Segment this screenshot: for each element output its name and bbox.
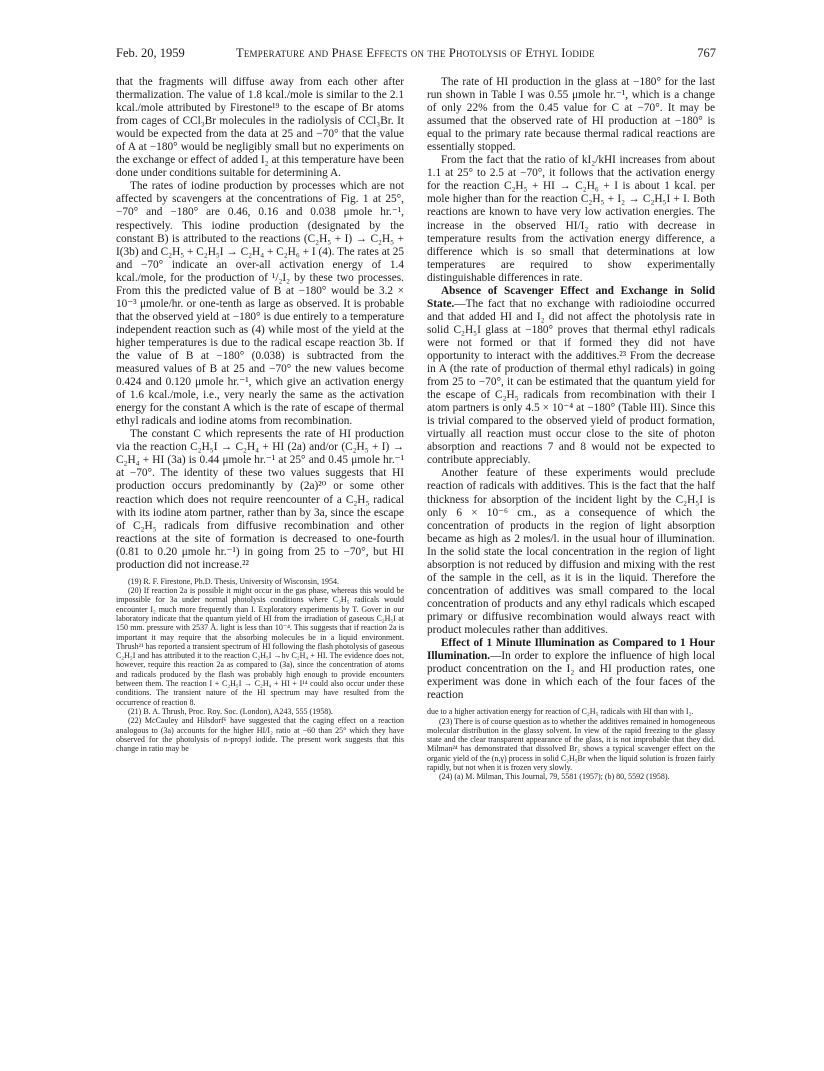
footnote: (22) McCauley and Hilsdorf⁶ have suggested that the caging effect on a reaction analogous to (3a) accounts for the higher HI/I₂ ratio at −60 than 25° which they have observed for the photolysis of n-propyl iodide. The present work suggests that this change in ratio may be bbox=[116, 716, 404, 754]
running-header bbox=[116, 46, 716, 62]
footnote: due to a higher activation energy for reaction of C₂H₅ radicals with HI than with I₂. bbox=[427, 707, 694, 717]
footnote: (19) R. F. Firestone, Ph.D. Thesis, University of Wisconsin, 1954. bbox=[128, 576, 339, 586]
section-heading: Effect of 1 Minute Illumination as Compared to 1 Hour Illumination. bbox=[427, 637, 715, 663]
paragraph: The rate of HI production in the glass at −180° for the last run shown in Table I was 0.55 μmole hr.⁻¹, which is a change of only 22% from the 0.45 value for C at −70°. It may be assumed that the observed rate of HI production at −180° is equal to the primary rate because thermal radical reactions are essentially stopped. bbox=[427, 76, 715, 154]
footnote: (20) If reaction 2a is possible it might occur in the gas phase, whereas this would be impossible for 3a under normal photolysis conditions where C₂H₅ radicals would encounter I₂ much more frequently than I. Exploratory experiments by T. Gover in our laboratory indicate that the quantum yield of HI from the irradiation of gaseous C₂H₅I at 150 mm. pressure with 2537 Å. light is less than 10⁻⁴. This suggests that if reaction 2a is important it may require that the absorbing molecules be in a liquid environment. Thrush²¹ has reported a transient spectrum of HI following the flash photolysis of gaseous C₂H₅I and has attributed it to the reaction C₂H₅I →hν C₂H₄ + HI. The evidence does not, however, require this reaction 2a as compared to (3a), since the concentration of atoms and radicals produced by the flash was probably high enough to provide encounters between them. The reaction I + C₂H₅I → C₂H₄ + HI + I¹⁴ could also occur under these conditions. The transient nature of the HI spectrum may have resulted from the occurrence of reaction 8. bbox=[116, 586, 404, 707]
section-text: —In order to explore the influence of high local product concentration on the I₂ and HI production rates, one experiment was done in which each of the four faces of the reaction bbox=[427, 650, 715, 702]
paragraph: Another feature of these experiments would preclude reaction of radicals with additives. This is the fact that the half thickness for absorption of the incident light by the C₂H₅I is only 6 × 10⁻⁶ cm., as a consequence of which the concentration of products in the region of light absorption became as high as 2 moles/l. in the usual hour of illumination. In the solid state the local concentration in the region of light absorption is not reduced by diffusion and mixing with the rest of the sample in the cell, as it is in the liquid. Therefore the concentration of additives was small compared to the local concentration of products and any ethyl radicals which escaped primary or diffusive recombination would always react with product molecules rather than additives. bbox=[427, 467, 715, 636]
header-date: Feb. 20, 1959 bbox=[116, 46, 185, 60]
paragraph: From the fact that the ratio of kI₂/kHI increases from about 1.1 at 25° to 2.5 at −70°, it follows that the activation energy for the reaction C₂H₅ + HI → C₂H₆ + I is about 1 kcal. per mole higher than for the reaction C₂H₅ + I₂ → C₂H₅I + I. Both reactions are known to have very low activation energies. The increase in the observed HI/I₂ ratio with decrease in temperature results from the activation energy difference, a difference which is so small that determinations at low temperatures are required to show experimentally distinguishable differences in rate. bbox=[427, 154, 715, 284]
footnote: (23) There is of course question as to whether the additives remained in homogeneous molecular distribution in the glassy solvent. In view of the rapid freezing to the glassy state and the clear transparent appearance of the glass, it is not improbable that they did. Milman²⁴ has demonstrated that dissolved Br₂ shows a typical scavenger effect on the organic yield of the (n,γ) process in solid C₂H₅Br when the liquid solution is frozen fairly rapidly, but not when it is frozen very slowly. bbox=[427, 716, 715, 773]
footnote: (21) B. A. Thrush, Proc. Roy. Soc. (London), A243, 555 (1958). bbox=[128, 706, 333, 716]
section-paragraph bbox=[427, 637, 715, 702]
section-heading: Absence of Scavenger Effect and Exchange in Solid State. bbox=[427, 284, 715, 310]
section-paragraph bbox=[427, 285, 715, 468]
header-title: Temperature and Phase Effects on the Photolysis of Ethyl Iodide bbox=[236, 46, 595, 60]
paragraph: that the fragments will diffuse away from each other after thermalization. The value of 1.8 kcal./mole is similar to the 2.1 kcal./mole attributed by Firestone¹⁹ to the escape of Br atoms from cages of CCl₃Br molecules in the radiolysis of CCl₃Br. It would be expected from the data at 25 and −70° that the value of A at −180° would be negligibly small but no experiments on the exchange or effect of added I₂ at this temperature have been done under conditions suitable for determining A. bbox=[116, 76, 404, 180]
paragraph: The rates of iodine production by processes which are not affected by scavengers at the concentrations of Fig. 1 at 25°, −70° and −180° are 0.46, 0.16 and 0.038 μmole hr.⁻¹, respectively. This iodine production (designated by the constant B) is attributed to the reactions (C₂H₅ + I) → C₂H₅ + I(3b) and C₂H₅ + C₂H₅I → C₂H₄ + C₂H₆ + I (4). The rates at 25 and −70° indicate an over-all activation energy of 1.4 kcal./mole, for the production of ¹/₂I₂ by these two processes. From this the predicted value of B at −180° would be 3.2 × 10⁻³ μmole/hr. or one-tenth as large as observed. It is probable that the observed yield at −180° is due entirely to a temperature independent reaction such as (4) while most of the yield at the higher temperatures is due to the radical escape reaction 3b. If the value of B at −180° (0.038) is subtracted from the measured values of B at 25 and −70° the new values become 0.424 and 0.120 μmole hr.⁻¹, which give an activation energy of 1.6 kcal./mole, i.e., very nearly the same as the activation energy for the constant A which is the rate of escape of thermal ethyl radicals and iodine atoms from recombination. bbox=[116, 180, 404, 428]
right-column bbox=[427, 76, 715, 782]
left-column bbox=[116, 76, 404, 753]
footnote: (24) (a) M. Milman, This Journal, 79, 5581 (1957); (b) 80, 5592 (1958). bbox=[439, 772, 670, 782]
section-text: —The fact that no exchange with radioiodine occurred and that added HI and I₂ did not affect the photolysis rate in solid C₂H₅I glass at −180° proves that thermal ethyl radicals were not formed or that if formed they did not have opportunity to interact with the additives.²³ From the decrease in A (the rate of production of thermal ethyl radicals) in going from 25 to −70°, it can be estimated that the quantum yield for the escape of C₂H₅ radicals from recombination with their I atom partners is only 4.5 × 10⁻⁴ at −180° (Table III). Since this is trivial compared to the observed yield of product formation, virtually all reaction must occur close to the site of photon absorption and reactions 7 and 8 would not be expected to contribute appreciably. bbox=[427, 297, 715, 467]
page-number: 767 bbox=[697, 46, 716, 60]
paragraph: The constant C which represents the rate of HI production via the reaction C₂H₅I → C₂H₄ + HI (2a) and/or (C₂H₅ + I) → C₂H₄ + HI (3a) is 0.44 μmole hr.⁻¹ at 25° and 0.45 μmole hr.⁻¹ at −70°. The identity of these two values suggests that HI production occurs predominantly by (2a)²⁰ or some other reaction which does not require reencounter of a C₂H₅ radical with its iodine atom partner, rather than by 3a, since the escape of C₂H₅ radicals from diffusive recombination and other reactions at the site of formation is decreased to one-fourth (0.81 to 0.20 μmole hr.⁻¹) in going from 25 to −70°, but HI production did not increase.²² bbox=[116, 428, 404, 571]
